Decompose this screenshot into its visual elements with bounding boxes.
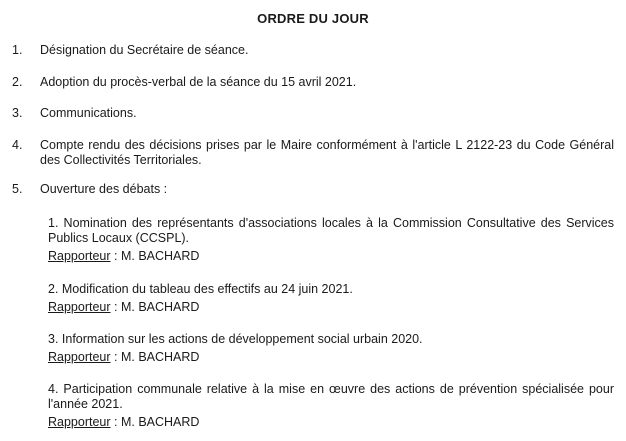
debate-item-2 <box>48 282 614 315</box>
agenda-item-number: 5. <box>12 182 23 196</box>
rapporteur-label: Rapporteur <box>48 415 111 429</box>
agenda-item-text: Compte rendu des décisions prises par le Maire conformément à l'article L 2122-23 du Code Général des Collectivités Territoriales. <box>40 138 614 167</box>
agenda-item-number: 3. <box>12 106 23 120</box>
rapporteur-label: Rapporteur <box>48 249 111 263</box>
debate-item-4 <box>48 382 614 430</box>
debate-item-text: 1. Nomination des représentants d'associations locales à la Commission Consultative des Services Publics Locaux (CCSPL). <box>48 216 614 245</box>
agenda-item-number: 1. <box>12 43 23 57</box>
agenda-item-text: Désignation du Secrétaire de séance. <box>40 43 249 57</box>
rapporteur-separator: : <box>110 415 121 429</box>
debate-item-1 <box>48 216 614 264</box>
rapporteur-name: M. BACHARD <box>120 350 200 364</box>
rapporteur-name: M. BACHARD <box>120 300 200 314</box>
debate-item-text: 3. Information sur les actions de développement social urbain 2020. <box>48 332 423 346</box>
rapporteur-label: Rapporteur <box>48 350 111 364</box>
agenda-item-text: Communications. <box>40 106 137 120</box>
debate-rapporteur <box>48 300 614 315</box>
debate-item-text: 4. Participation communale relative à la mise en œuvre des actions de prévention spécialisée pour l'année 2021. <box>48 382 614 411</box>
debate-rapporteur <box>48 350 614 365</box>
rapporteur-separator: : <box>110 350 121 364</box>
debate-rapporteur <box>48 415 614 430</box>
rapporteur-name: M. BACHARD <box>120 415 200 429</box>
agenda-item-text: Ouverture des débats : <box>40 182 168 196</box>
agenda-item-text: Adoption du procès-verbal de la séance du 15 avril 2021. <box>40 75 357 89</box>
rapporteur-label: Rapporteur <box>48 300 111 314</box>
agenda-item-number: 4. <box>12 138 23 152</box>
document-title: ORDRE DU JOUR <box>257 11 369 26</box>
agenda-item-1 <box>12 43 614 58</box>
agenda-item-4 <box>12 138 614 168</box>
agenda-item-number: 2. <box>12 75 23 89</box>
agenda-item-2 <box>12 75 614 90</box>
rapporteur-separator: : <box>110 300 121 314</box>
debate-item-text: 2. Modification du tableau des effectifs au 24 juin 2021. <box>48 282 353 296</box>
debate-item-3 <box>48 332 614 365</box>
agenda-item-5 <box>12 182 614 197</box>
rapporteur-name: M. BACHARD <box>120 249 200 263</box>
rapporteur-separator: : <box>110 249 121 263</box>
agenda-item-3 <box>12 106 614 121</box>
debate-rapporteur <box>48 249 614 264</box>
